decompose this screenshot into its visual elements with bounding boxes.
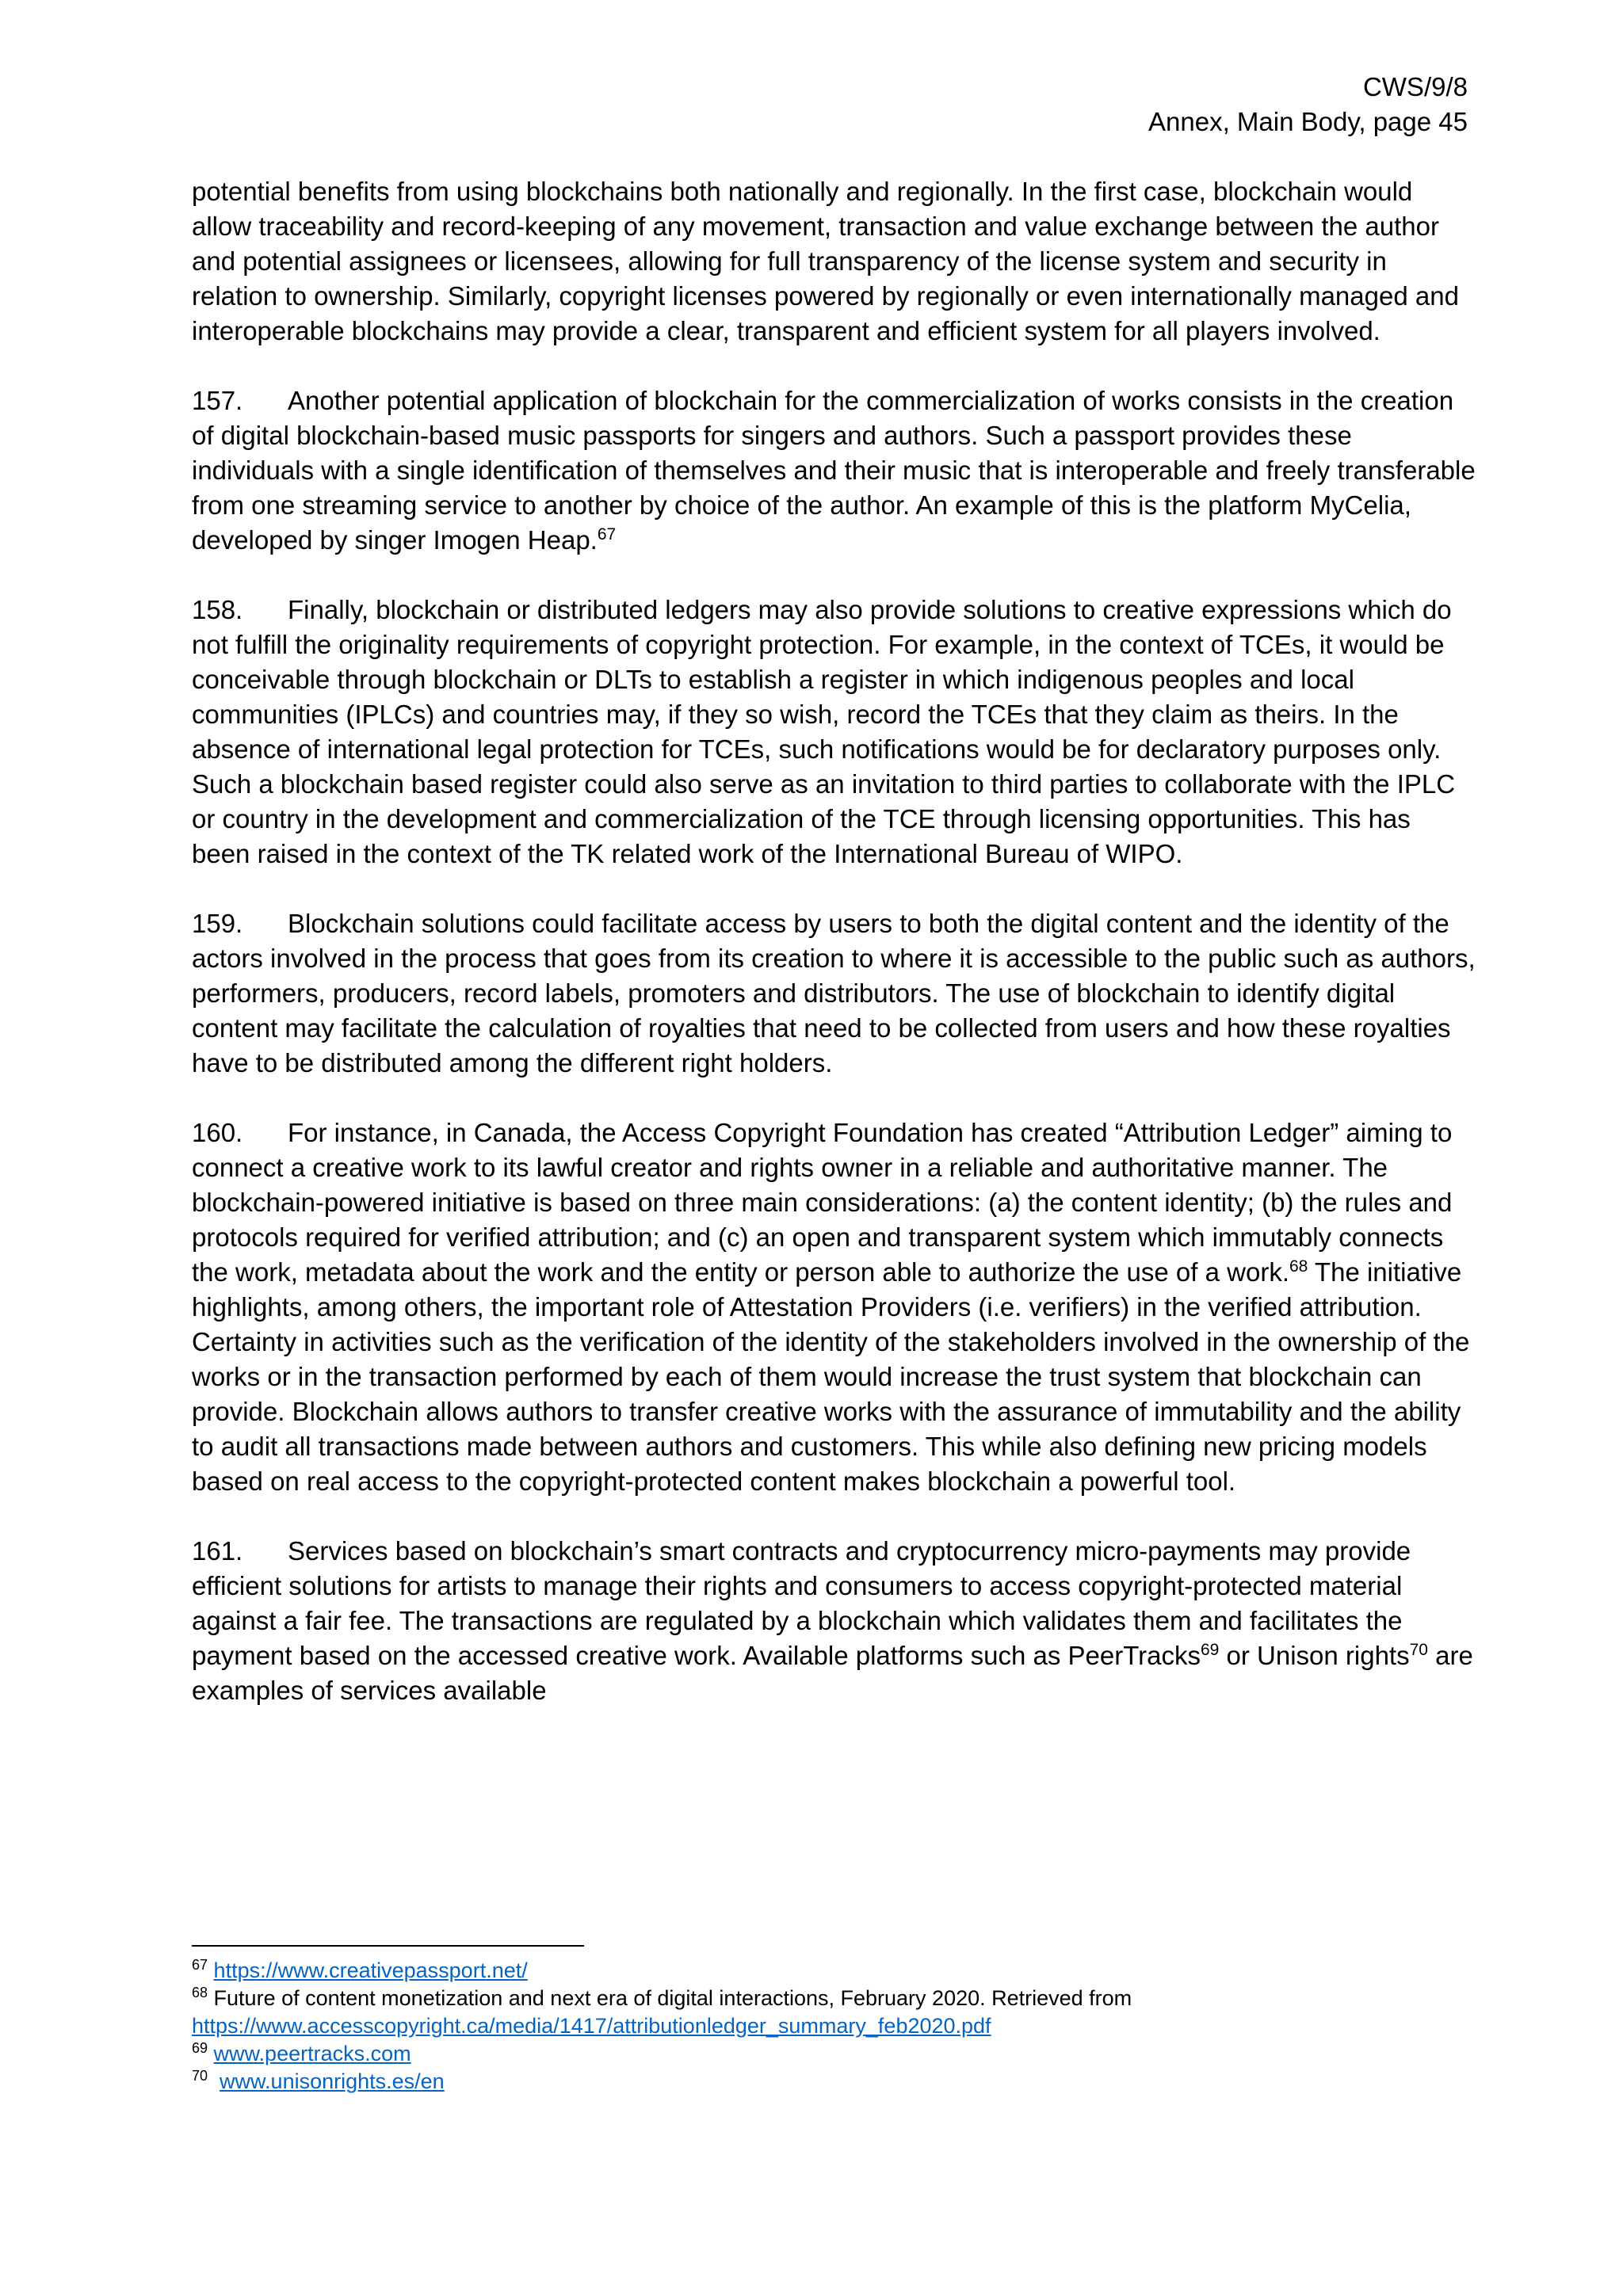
paragraph-text: potential benefits from using blockchains both nationally and regionally. In the first case, blockchain would allow traceability and record-keeping of any movement, transaction and value exchange between the author and potential assignees or licensees, allowing for full transparency of the license system and security in relation to ownership. Similarly, copyright licenses powered by regionally or even internationally managed and interoperable blockchains may provide a clear, transparent and efficient system for all players involved. <box>192 177 1459 345</box>
paragraph-text: For instance, in Canada, the Access Copyright Foundation has created “Attribution Ledger” aiming to connect a creative work to its lawful creator and rights owner in a reliable and authoritative manner. The blockchain-powered initiative is based on three main considerations: (a) the content identity; (b) the rules and protocols required for verified attribution; and (c) an open and transparent system which immutably connects the work, metadata about the work and the entity or person able to authorize the use of a work. <box>192 1118 1453 1287</box>
footnote-ref-69[interactable]: 69 <box>1200 1641 1220 1659</box>
footnote-separator <box>192 1945 584 1947</box>
footnote-69 <box>192 2040 1476 2068</box>
footnote-link[interactable]: www.peertracks.com <box>213 2042 411 2065</box>
paragraph-text: Blockchain solutions could facilitate access by users to both the digital content and the identity of the actors involved in the process that goes from its creation to where it is accessible to the public such as authors, performers, producers, record labels, promoters and distributors. The use of blockchain to identify digital content may facilitate the calculation of royalties that need to be collected from users and how these royalties have to be distributed among the different right holders. <box>192 909 1476 1077</box>
footnote-text: Future of content monetization and next era of digital interactions, February 2020. Retrieved from <box>213 1986 1132 2010</box>
paragraph-continued <box>192 174 1476 349</box>
footnote-ref-67[interactable]: 67 <box>597 525 617 543</box>
page-reference: Annex, Main Body, page 45 <box>1148 107 1468 136</box>
paragraph-number: 161. <box>192 1536 243 1566</box>
footnote-number: 70 <box>192 2068 208 2084</box>
footnote-number: 68 <box>192 1985 208 2000</box>
page-header <box>1148 70 1468 139</box>
paragraph-number: 160. <box>192 1118 243 1147</box>
paragraph-158 <box>192 593 1476 871</box>
document-code: CWS/9/8 <box>1362 72 1468 101</box>
footnote-67 <box>192 1957 1476 1985</box>
footnote-number: 69 <box>192 2040 208 2056</box>
footnote-70 <box>192 2068 1476 2096</box>
footnote-link[interactable]: https://www.accesscopyright.ca/media/1417/attributionledger_summary_feb2020.pdf <box>192 2014 991 2038</box>
paragraph-text-continued: or Unison rights <box>1219 1641 1410 1670</box>
paragraph-161 <box>192 1534 1476 1708</box>
footnote-link[interactable]: www.unisonrights.es/en <box>220 2069 445 2093</box>
paragraph-text-continued: The initiative highlights, among others, the important role of Attestation Providers (i.e. verifiers) in the verified attribution. Certainty in activities such as the verification of the identity of the stakeholders involved in the ownership of the works or in the transaction performed by each of them would increase the trust system that blockchain can provide. Blockchain allows authors to transfer creative works with the assurance of immutability and the ability to audit all transactions made between authors and customers. This while also defining new pricing models based on real access to the copyright-protected content makes blockchain a powerful tool. <box>192 1257 1470 1496</box>
paragraph-159 <box>192 906 1476 1081</box>
footnotes-section <box>192 1957 1476 2096</box>
paragraph-text: Finally, blockchain or distributed ledgers may also provide solutions to creative expressions which do not fulfill the originality requirements of copyright protection. For example, in the context of TCEs, it would be conceivable through blockchain or DLTs to establish a register in which indigenous peoples and local communities (IPLCs) and countries may, if they so wish, record the TCEs that they claim as theirs. In the absence of international legal protection for TCEs, such notifications would be for declaratory purposes only. Such a blockchain based register could also serve as an invitation to third parties to collaborate with the IPLC or country in the development and commercialization of the TCE through licensing opportunities. This has been raised in the context of the TK related work of the International Bureau of WIPO. <box>192 595 1456 868</box>
paragraph-text: Services based on blockchain’s smart contracts and cryptocurrency micro-payments may provide efficient solutions for artists to manage their rights and consumers to access copyright-protected material against a fair fee. The transactions are regulated by a blockchain which validates them and facilitates the payment based on the accessed creative work. Available platforms such as PeerTracks <box>192 1536 1411 1670</box>
main-body <box>192 174 1476 1743</box>
footnote-ref-68[interactable]: 68 <box>1289 1257 1308 1276</box>
footnote-68 <box>192 1985 1476 2040</box>
footnote-link[interactable]: https://www.creativepassport.net/ <box>213 1958 528 1982</box>
paragraph-number: 158. <box>192 595 243 624</box>
paragraph-text-continued: are examples of services available <box>192 1641 1473 1705</box>
footnote-number: 67 <box>192 1957 208 1973</box>
paragraph-160 <box>192 1116 1476 1499</box>
paragraph-157 <box>192 383 1476 558</box>
footnote-ref-70[interactable]: 70 <box>1409 1641 1428 1659</box>
paragraph-text: Another potential application of blockchain for the commercialization of works consists in the creation of digital blockchain-based music passports for singers and authors. Such a passport provides these individuals with a single identification of themselves and their music that is interoperable and freely transferable from one streaming service to another by choice of the author. An example of this is the platform MyCelia, developed by singer Imogen Heap. <box>192 386 1476 555</box>
paragraph-number: 157. <box>192 386 243 415</box>
paragraph-number: 159. <box>192 909 243 938</box>
